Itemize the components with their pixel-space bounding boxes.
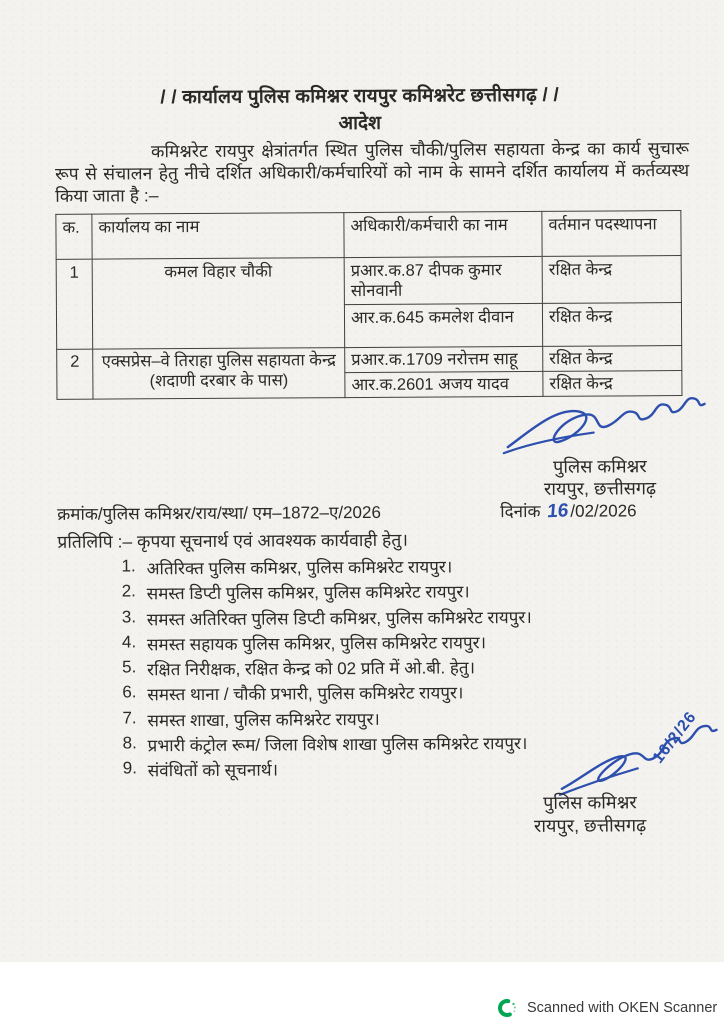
list-item-text: समस्त शाखा, पुलिस कमिश्नरेट रायपुर। — [147, 709, 380, 731]
list-item-number: 9. — [122, 758, 137, 778]
order-table — [55, 210, 682, 400]
list-item — [122, 680, 682, 709]
list-item-number: 4. — [121, 632, 137, 652]
list-item-text: समस्त डिप्टी पुलिस कमिश्नर, पुलिस कमिश्नरेट रायपुर। — [146, 582, 470, 604]
list-item — [122, 629, 682, 658]
list-item — [121, 553, 681, 582]
row2-entry1-posting: रक्षित केन्द्र — [543, 346, 682, 372]
list-item-number: 6. — [122, 682, 137, 702]
row2-entry2-officer: आर.क.2601 अजय यादव — [345, 371, 543, 397]
list-item-number: 8. — [122, 733, 137, 753]
row1-entry1-posting: रक्षित केन्द्र — [542, 256, 681, 304]
header-officer: अधिकारी/कर्मचारी का नाम — [344, 211, 542, 257]
signatory-location: रायपुर, छत्तीसगढ़ — [543, 478, 657, 499]
signatory-block-top — [500, 455, 700, 500]
row2-entry1-officer: प्रआर.क.1709 नरोत्तम साहू — [345, 346, 543, 372]
row1-serial: 1 — [56, 259, 93, 349]
header-office: कार्यालय का नाम — [92, 213, 344, 260]
list-item — [122, 604, 682, 633]
date-label: दिनांक — [500, 501, 541, 522]
list-item-number: 3. — [121, 606, 137, 627]
list-item-number: 5. — [122, 657, 137, 677]
list-item-text: समस्त थाना / चौकी प्रभारी, पुलिस कमिश्नरेट रायपुर। — [147, 683, 464, 705]
list-item-text: प्रभारी कंट्रोल रूम/ जिला विशेष शाखा पुलिस कमिश्नरेट रायपुर। — [147, 734, 528, 756]
reference-number: क्रमांक/पुलिस कमिश्नर/राय/स्था/ एम–1872–ए/2026 — [57, 502, 381, 524]
signatory-block-bottom — [500, 791, 680, 838]
list-item-number: 1. — [121, 556, 136, 576]
scanner-footer-text: Scanned with OKEN Scanner — [527, 1000, 718, 1016]
table-row — [56, 256, 681, 307]
row2-office: एक्सप्रेस–वे तिराहा पुलिस सहायता केन्द्र (शदाणी दरबार के पास) — [93, 348, 345, 400]
order-subtitle: आदेश — [338, 112, 382, 135]
handwritten-date-day: 16 — [546, 500, 570, 523]
signatory-location: रायपुर, छत्तीसगढ़ — [533, 815, 647, 836]
table-row — [57, 346, 682, 375]
oken-scanner-logo-icon — [497, 998, 517, 1018]
list-item-number: 7. — [122, 708, 137, 728]
signatory-designation: पुलिस कमिश्नर — [553, 456, 647, 477]
row1-entry2-officer: आर.क.645 कमलेश दीवान — [344, 303, 542, 347]
signature-icon — [501, 388, 713, 457]
copy-heading: प्रतिलिपि :– कृपया सूचनार्थ एवं आवश्यक कार्यवाही हेतु। — [57, 529, 408, 552]
list-item — [122, 578, 682, 607]
row2-serial: 2 — [57, 349, 93, 399]
scanner-footer — [497, 998, 717, 1018]
list-item-text: संवंधितों को सूचनार्थ। — [147, 760, 279, 781]
list-item-number: 2. — [121, 581, 136, 601]
date-line — [500, 498, 637, 523]
row2-entry2-posting: रक्षित केन्द्र — [543, 371, 682, 397]
list-item-text: रक्षित निरीक्षक, रक्षित केन्द्र को 02 प्रति में ओ.बी. हेतु। — [147, 658, 476, 680]
list-item-text: समस्त सहायक पुलिस कमिश्नर, पुलिस कमिश्नरेट रायपुर। — [146, 633, 487, 655]
date-printed: /02/2026 — [570, 501, 637, 521]
handwritten-signature-date: 16/2/26 — [649, 708, 701, 767]
header-posting: वर्तमान पदस्थापना — [542, 211, 681, 257]
row1-office: कमल विहार चौकी — [92, 258, 345, 350]
intro-paragraph: कमिश्नरेट रायपुर क्षेत्रांतर्गत स्थित पुलिस चौकी/पुलिस सहायता केन्द्र का कार्य सुचारू रूप से संचालन हेतु नीचे दर्शित अधिकारी/कर्मचारियों को नाम के सामने दर्शित कार्यालय में कर्तव्यस्थ किया जाता है :– — [55, 137, 690, 206]
list-item-text: समस्त अतिरिक्त पुलिस डिप्टी कमिश्नर, पुलिस कमिश्नरेट रायपुर। — [146, 607, 532, 629]
list-item-text: अतिरिक्त पुलिस कमिश्नर, पुलिस कमिश्नरेट रायपुर। — [146, 557, 453, 579]
signatory-designation: पुलिस कमिश्नर — [543, 792, 637, 813]
row1-entry1-officer: प्रआर.क.87 दीपक कुमार सोनवानी — [344, 256, 542, 304]
page-title: / / कार्यालय पुलिस कमिश्नर रायपुर कमिश्नरेट छत्तीसगढ़ / / — [160, 84, 560, 109]
header-serial: क. — [56, 214, 92, 259]
row1-entry2-posting: रक्षित केन्द्र — [542, 303, 681, 347]
table-header-row — [56, 211, 681, 260]
list-item — [122, 654, 682, 683]
